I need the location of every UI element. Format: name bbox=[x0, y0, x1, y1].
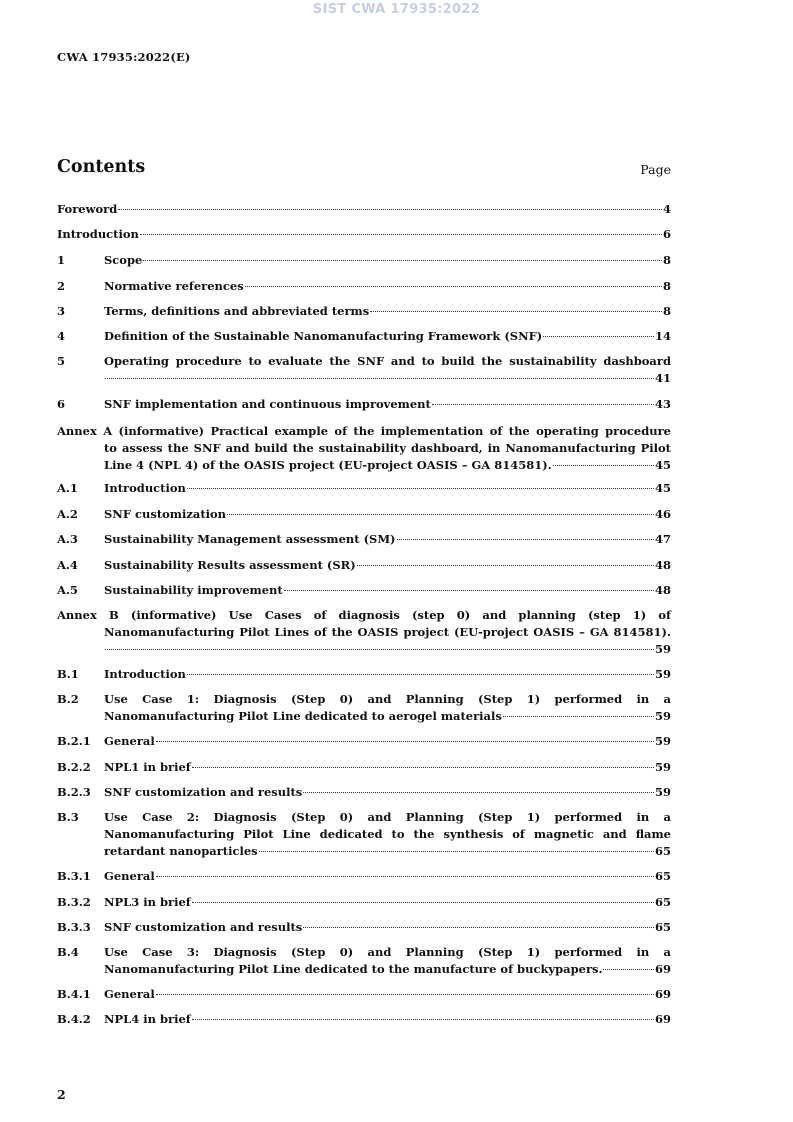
toc-entry-leader-line bbox=[104, 759, 671, 776]
toc-entry-title: NPL4 in brief bbox=[104, 1012, 191, 1026]
toc-entry-number: B.2 bbox=[57, 692, 79, 706]
toc-entry[interactable] bbox=[57, 353, 671, 387]
toc-entry[interactable] bbox=[57, 809, 671, 859]
toc-entry-page: 59 bbox=[654, 641, 671, 656]
toc-entry-title: SNF customization and results bbox=[104, 785, 303, 799]
dot-leader bbox=[432, 404, 654, 405]
toc-entry[interactable] bbox=[57, 944, 671, 978]
toc-entry-body bbox=[104, 531, 671, 548]
toc-entry-page: 59 bbox=[654, 760, 671, 774]
toc-entry-title: Introduction bbox=[104, 481, 186, 495]
toc-entry-page: 59 bbox=[654, 785, 671, 799]
toc-entry-body bbox=[104, 506, 671, 523]
toc-entry-leader-line bbox=[104, 733, 671, 750]
toc-entry-title: retardant nanoparticles bbox=[104, 843, 258, 858]
toc-entry-leader-line bbox=[57, 201, 671, 218]
toc-entry-page: 65 bbox=[654, 869, 671, 883]
toc-entry[interactable] bbox=[57, 328, 671, 345]
toc-entry-title: Sustainability improvement bbox=[104, 583, 283, 597]
page-column-label: Page bbox=[640, 162, 671, 177]
toc-entry-title: General bbox=[104, 869, 155, 883]
toc-entry-leader-line bbox=[104, 328, 671, 345]
toc-entry-page: 46 bbox=[654, 507, 671, 521]
toc-entry-body bbox=[104, 252, 671, 269]
toc-entry-body bbox=[104, 480, 671, 497]
dot-leader bbox=[245, 286, 662, 287]
toc-entry-number: 1 bbox=[57, 253, 66, 267]
toc-entry-body bbox=[104, 784, 671, 801]
dot-leader bbox=[259, 851, 654, 852]
toc-entry-title: NPL1 in brief bbox=[104, 760, 191, 774]
toc-entry-leader-line bbox=[104, 843, 671, 860]
toc-entry-leader-line bbox=[104, 252, 671, 269]
toc-entry-page: 43 bbox=[654, 397, 671, 411]
toc-entry-body bbox=[104, 303, 671, 320]
toc-entry[interactable] bbox=[57, 303, 671, 320]
contents-header bbox=[57, 157, 671, 177]
toc-entry[interactable] bbox=[57, 480, 671, 497]
toc-entry-page: 8 bbox=[662, 279, 671, 293]
toc-entry-title: Line 4 (NPL 4) of the OASIS project (EU-project OASIS – GA 814581). bbox=[104, 457, 552, 472]
toc-entry-number: A.2 bbox=[57, 507, 78, 521]
toc-entry-line: to assess the SNF and build the sustainability dashboard, in Nanomanufacturing Pilot bbox=[104, 440, 671, 455]
toc-entry-leader-line bbox=[104, 396, 671, 413]
toc-entry-body bbox=[104, 691, 671, 725]
toc-entry-body bbox=[104, 396, 671, 413]
dot-leader bbox=[156, 994, 654, 995]
dot-leader bbox=[603, 969, 654, 970]
toc-entry-line: Annex B (informative) Use Cases of diagnosis (step 0) and planning (step 1) of bbox=[57, 608, 671, 622]
toc-entry-title: Foreword bbox=[57, 202, 118, 216]
toc-entry[interactable] bbox=[57, 784, 671, 801]
toc-entry-body bbox=[104, 733, 671, 750]
toc-entry-leader-line bbox=[104, 919, 671, 936]
toc-entry-number: B.1 bbox=[57, 667, 79, 681]
toc-entry-page: 45 bbox=[654, 457, 671, 472]
toc-entry[interactable] bbox=[57, 396, 671, 413]
dot-leader bbox=[192, 902, 654, 903]
toc-entry-number: 2 bbox=[57, 279, 66, 293]
toc-entry[interactable] bbox=[57, 278, 671, 295]
toc-entry-body bbox=[57, 201, 671, 218]
toc-entry-title: NPL3 in brief bbox=[104, 895, 191, 909]
toc-entry-number: B.4.1 bbox=[57, 987, 91, 1001]
toc-entry-body bbox=[104, 353, 671, 387]
toc-entry-number: B.2.1 bbox=[57, 734, 91, 748]
toc-entry[interactable] bbox=[57, 759, 671, 776]
toc-entry-title: SNF customization and results bbox=[104, 920, 303, 934]
toc-entry-body bbox=[104, 986, 671, 1003]
toc-entry-number: B.3.2 bbox=[57, 895, 91, 909]
toc-entry-title: SNF customization bbox=[104, 507, 227, 521]
toc-entry-page: 59 bbox=[654, 708, 671, 723]
toc-entry-page: 48 bbox=[654, 558, 671, 572]
toc-entry-body bbox=[104, 278, 671, 295]
toc-entry-page: 65 bbox=[654, 843, 671, 858]
toc-entry[interactable] bbox=[57, 919, 671, 936]
dot-leader bbox=[503, 716, 654, 717]
toc-entry-leader-line bbox=[104, 582, 671, 599]
toc-entry-page: 65 bbox=[654, 920, 671, 934]
toc-entry-number: B.4.2 bbox=[57, 1012, 91, 1026]
toc-entry-title: Introduction bbox=[57, 227, 139, 241]
toc-entry[interactable] bbox=[57, 607, 671, 657]
toc-entry[interactable] bbox=[57, 986, 671, 1003]
toc-entry-body bbox=[104, 868, 671, 885]
dot-leader bbox=[284, 590, 654, 591]
toc-entry-page: 59 bbox=[654, 734, 671, 748]
dot-leader bbox=[543, 336, 654, 337]
toc-entry-body bbox=[104, 666, 671, 683]
toc-entry-body bbox=[104, 919, 671, 936]
toc-entry-leader-line bbox=[104, 480, 671, 497]
toc-entry-title: Sustainability Management assessment (SM) bbox=[104, 532, 396, 546]
toc-entry-line: Nanomanufacturing Pilot Line dedicated to the synthesis of magnetic and flame bbox=[104, 826, 671, 841]
toc-entry-page: 6 bbox=[662, 227, 671, 241]
toc-entry-page: 69 bbox=[654, 987, 671, 1001]
dot-leader bbox=[357, 565, 654, 566]
toc-entry-title: General bbox=[104, 734, 155, 748]
toc-entry-leader-line bbox=[104, 666, 671, 683]
toc-entry-title: Nanomanufacturing Pilot Line dedicated to the manufacture of buckypapers. bbox=[104, 961, 603, 976]
toc-entry[interactable] bbox=[57, 557, 671, 574]
toc-entry-number: B.3.3 bbox=[57, 920, 91, 934]
toc-entry-title: Normative references bbox=[104, 279, 244, 293]
dot-leader bbox=[143, 260, 662, 261]
toc-entry-number: 3 bbox=[57, 304, 66, 318]
toc-entry-leader-line bbox=[104, 784, 671, 801]
dot-leader bbox=[227, 514, 654, 515]
toc-entry-leader-line bbox=[104, 894, 671, 911]
contents-title: Contents bbox=[57, 157, 146, 177]
toc-entry-leader-line bbox=[104, 868, 671, 885]
toc-entry[interactable] bbox=[57, 733, 671, 750]
toc-entry-line: Annex A (informative) Practical example of the implementation of the operating procedure bbox=[57, 424, 671, 438]
toc-entry-title: Terms, definitions and abbreviated terms bbox=[104, 304, 370, 318]
toc-entry[interactable] bbox=[57, 1011, 671, 1028]
dot-leader bbox=[397, 539, 654, 540]
toc-entry-body bbox=[57, 226, 671, 243]
dot-leader bbox=[156, 741, 654, 742]
toc-entry-body bbox=[104, 759, 671, 776]
toc-entry-line: Operating procedure to evaluate the SNF and to build the sustainability dashboard bbox=[104, 354, 671, 368]
toc-entry-line: Use Case 3: Diagnosis (Step 0) and Planning (Step 1) performed in a bbox=[104, 945, 671, 959]
toc-entry-body bbox=[104, 582, 671, 599]
dot-leader bbox=[303, 927, 654, 928]
toc-entry-page: 59 bbox=[654, 667, 671, 681]
toc-entry-body bbox=[104, 809, 671, 859]
toc-entry-line: Nanomanufacturing Pilot Lines of the OASIS project (EU-project OASIS – GA 814581). bbox=[104, 624, 671, 639]
toc-entry-number: B.3 bbox=[57, 810, 79, 824]
dot-leader bbox=[118, 209, 662, 210]
dot-leader bbox=[303, 792, 654, 793]
watermark: SIST CWA 17935:2022 bbox=[312, 2, 481, 17]
dot-leader bbox=[192, 767, 654, 768]
toc-entry[interactable] bbox=[57, 531, 671, 548]
toc-entry-title: Sustainability Results assessment (SR) bbox=[104, 558, 356, 572]
dot-leader bbox=[105, 649, 654, 650]
dot-leader bbox=[553, 465, 654, 466]
toc-entry-number: B.2.3 bbox=[57, 785, 91, 799]
toc-entry-number: 5 bbox=[57, 354, 66, 368]
toc-entry-page: 47 bbox=[654, 532, 671, 546]
toc-entry-leader-line bbox=[104, 278, 671, 295]
toc-entry-page: 48 bbox=[654, 583, 671, 597]
dot-leader bbox=[156, 876, 654, 877]
toc-entry-leader-line bbox=[104, 961, 671, 978]
toc-entry-page: 8 bbox=[662, 304, 671, 318]
toc-entry-leader-line bbox=[104, 303, 671, 320]
toc-entry-leader-line bbox=[104, 641, 671, 658]
toc-entry-page: 41 bbox=[654, 370, 671, 385]
page-number: 2 bbox=[57, 1087, 66, 1102]
toc-entry-leader-line bbox=[104, 708, 671, 725]
toc-entry-body bbox=[57, 423, 671, 473]
toc-entry[interactable] bbox=[57, 226, 671, 243]
toc-entry-line: Use Case 2: Diagnosis (Step 0) and Planning (Step 1) performed in a bbox=[104, 810, 671, 824]
toc-entry-number: A.4 bbox=[57, 558, 78, 572]
toc-entry-title: SNF implementation and continuous improvement bbox=[104, 397, 431, 411]
toc-entry[interactable] bbox=[57, 423, 671, 473]
toc-entry[interactable] bbox=[57, 894, 671, 911]
toc-entry[interactable] bbox=[57, 201, 671, 218]
document-id: CWA 17935:2022(E) bbox=[57, 50, 191, 64]
toc-entry-leader-line bbox=[104, 531, 671, 548]
dot-leader bbox=[192, 1019, 654, 1020]
toc-entry-body bbox=[104, 944, 671, 978]
toc-entry-page: 45 bbox=[654, 481, 671, 495]
toc-entry[interactable] bbox=[57, 582, 671, 599]
toc-entry-leader-line bbox=[104, 506, 671, 523]
toc-entry[interactable] bbox=[57, 868, 671, 885]
dot-leader bbox=[105, 378, 654, 379]
toc-entry-number: A.1 bbox=[57, 481, 78, 495]
toc-entry-body bbox=[57, 607, 671, 657]
toc-entry[interactable] bbox=[57, 666, 671, 683]
toc-entry-page: 69 bbox=[654, 961, 671, 976]
toc-entry[interactable] bbox=[57, 506, 671, 523]
toc-entry-leader-line bbox=[104, 457, 671, 474]
toc-entry-title: Introduction bbox=[104, 667, 186, 681]
toc-entry-page: 4 bbox=[662, 202, 671, 216]
toc-entry-body bbox=[104, 557, 671, 574]
toc-entry-number: 6 bbox=[57, 397, 66, 411]
toc-entry-body bbox=[104, 894, 671, 911]
toc-entry-line: Use Case 1: Diagnosis (Step 0) and Planning (Step 1) performed in a bbox=[104, 692, 671, 706]
toc-entry-leader-line bbox=[57, 226, 671, 243]
toc-entry-title: Definition of the Sustainable Nanomanufacturing Framework (SNF) bbox=[104, 329, 543, 343]
toc-entry-page: 69 bbox=[654, 1012, 671, 1026]
toc-entry[interactable] bbox=[57, 691, 671, 725]
toc-entry-title: Scope bbox=[104, 253, 143, 267]
dot-leader bbox=[187, 488, 654, 489]
toc-entry[interactable] bbox=[57, 252, 671, 269]
toc-entry-page: 14 bbox=[654, 329, 671, 343]
toc-entry-number: A.5 bbox=[57, 583, 78, 597]
toc-entry-leader-line bbox=[104, 986, 671, 1003]
toc-entry-title: General bbox=[104, 987, 155, 1001]
toc-entry-page: 8 bbox=[662, 253, 671, 267]
toc-entry-leader-line bbox=[104, 1011, 671, 1028]
toc-entry-number: B.3.1 bbox=[57, 869, 91, 883]
toc-entry-number: A.3 bbox=[57, 532, 78, 546]
toc-entry-title: Nanomanufacturing Pilot Line dedicated to aerogel materials bbox=[104, 708, 502, 723]
dot-leader bbox=[187, 674, 654, 675]
toc-entry-leader-line bbox=[104, 370, 671, 387]
toc-entry-leader-line bbox=[104, 557, 671, 574]
toc-entry-body bbox=[104, 328, 671, 345]
toc-entry-page: 65 bbox=[654, 895, 671, 909]
toc-entry-number: B.4 bbox=[57, 945, 79, 959]
toc-entry-number: B.2.2 bbox=[57, 760, 91, 774]
toc-entry-body bbox=[104, 1011, 671, 1028]
dot-leader bbox=[140, 234, 662, 235]
dot-leader bbox=[370, 311, 662, 312]
toc-entry-number: 4 bbox=[57, 329, 66, 343]
